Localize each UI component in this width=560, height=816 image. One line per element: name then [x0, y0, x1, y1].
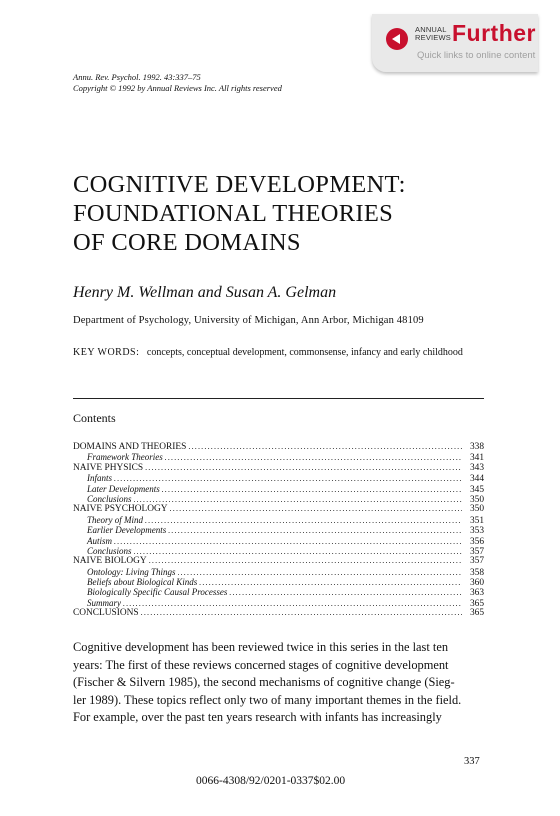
toc-entry[interactable]	[73, 463, 484, 473]
toc-entry-page: 343	[469, 462, 484, 473]
toc-leader-dots	[170, 504, 462, 514]
toc-entry-page: 350	[469, 494, 484, 505]
citation-journal: Annu. Rev. Psychol. 1992. 43:337–75	[73, 72, 201, 82]
article-title: COGNITIVE DEVELOPMENT: FOUNDATIONAL THEORIES OF CORE DOMAINS	[73, 171, 406, 256]
toc-entry[interactable]	[73, 577, 484, 587]
toc-entry[interactable]	[73, 473, 484, 483]
toc-entry-page: 357	[469, 556, 484, 567]
keywords-label: KEY WORDS:	[73, 347, 140, 358]
toc-entry-label: Summary	[87, 597, 121, 608]
toc-entry-page: 344	[469, 474, 484, 485]
toc-leader-dots	[114, 537, 462, 547]
toc-entry[interactable]	[73, 598, 484, 608]
table-of-contents	[73, 442, 484, 619]
citation-copyright: Copyright © 1992 by Annual Reviews Inc. All rights reserved	[73, 83, 282, 93]
toc-entry-page: 358	[469, 567, 484, 578]
toc-entry[interactable]	[73, 442, 484, 452]
body-paragraph: Cognitive development has been reviewed twice in this series in the last ten years: The first of these reviews concerned stages of cognitive development (Fischer & Silvern 1985), the second mechanisms of cognitive change (Sieg- ler 1989). These topics reflect only two of many important themes in the field. For example, over the past ten years research with infants has increasingly	[73, 640, 462, 724]
toc-entry-page: 363	[469, 588, 484, 599]
toc-entry-label: DOMAINS AND THEORIES	[73, 442, 187, 452]
toc-entry-label: Infants	[87, 473, 113, 484]
toc-entry[interactable]	[73, 587, 484, 597]
toc-entry-label: Earlier Developments	[87, 525, 167, 536]
toc-entry[interactable]	[73, 452, 484, 462]
toc-entry[interactable]	[73, 546, 484, 556]
affiliation: Department of Psychology, University of Michigan, Ann Arbor, Michigan 48109	[73, 315, 424, 326]
toc-leader-dots	[149, 556, 462, 566]
toc-entry-label: Biologically Specific Causal Processes	[87, 587, 228, 598]
toc-entry-page: 365	[469, 598, 484, 609]
toc-entry-label: Framework Theories	[87, 452, 163, 463]
toc-entry-label: NAIVE PHYSICS	[73, 462, 144, 473]
toc-entry-label: Later Developments	[87, 483, 160, 494]
toc-entry-label: Beliefs about Biological Kinds	[87, 577, 198, 588]
authors: Henry M. Wellman and Susan A. Gelman	[73, 284, 337, 301]
citation	[73, 72, 282, 94]
toc-leader-dots	[145, 516, 462, 526]
contents-heading: Contents	[73, 411, 116, 425]
toc-entry[interactable]	[73, 536, 484, 546]
toc-entry[interactable]	[73, 556, 484, 566]
toc-entry-page: 350	[469, 504, 484, 515]
toc-entry-label: Ontology: Living Things	[87, 566, 176, 577]
toc-entry-page: 345	[469, 484, 484, 495]
toc-leader-dots	[188, 442, 462, 452]
publisher-name: ANNUAL REVIEWS	[415, 25, 451, 42]
toc-entry-label: Theory of Mind	[87, 514, 143, 525]
keywords	[73, 347, 463, 358]
toc-leader-dots	[168, 526, 462, 536]
further-badge[interactable]	[372, 14, 538, 72]
annual-reviews-logo-icon	[386, 28, 408, 50]
toc-entry-page: 360	[469, 578, 484, 589]
toc-entry-page: 341	[469, 453, 484, 464]
toc-entry-page: 357	[469, 546, 484, 557]
toc-entry-page: 351	[469, 515, 484, 526]
toc-entry-label: CONCLUSIONS	[73, 608, 139, 619]
toc-leader-dots	[162, 485, 462, 495]
toc-entry-page: 356	[469, 536, 484, 547]
toc-entry-label: Autism	[87, 535, 113, 546]
toc-leader-dots	[145, 463, 462, 473]
toc-entry-label: NAIVE BIOLOGY	[73, 556, 147, 567]
toc-entry-page: 365	[469, 608, 484, 619]
toc-entry-label: Conclusions	[87, 493, 132, 504]
further-word: Further	[452, 20, 536, 46]
toc-entry-label: NAIVE PSYCHOLOGY	[73, 504, 168, 515]
footer-code: 0066-4308/92/0201-0337$02.00	[196, 775, 346, 787]
toc-entry[interactable]	[73, 484, 484, 494]
page-number: 337	[464, 756, 480, 767]
divider	[73, 398, 484, 399]
toc-entry[interactable]	[73, 525, 484, 535]
toc-entry-page: 353	[469, 526, 484, 537]
toc-entry[interactable]	[73, 494, 484, 504]
toc-entry[interactable]	[73, 567, 484, 577]
toc-leader-dots	[114, 474, 462, 484]
toc-leader-dots	[229, 588, 462, 598]
toc-entry[interactable]	[73, 515, 484, 525]
further-tagline: Quick links to online content	[417, 50, 536, 61]
toc-entry-label: Conclusions	[87, 545, 132, 556]
toc-entry-page: 338	[469, 442, 484, 452]
toc-entry[interactable]	[73, 504, 484, 514]
toc-leader-dots	[178, 568, 462, 578]
toc-entry[interactable]	[73, 608, 484, 618]
keywords-terms: concepts, conceptual development, commonsense, infancy and early childhood	[146, 347, 463, 358]
toc-leader-dots	[199, 578, 462, 588]
toc-leader-dots	[141, 608, 462, 618]
